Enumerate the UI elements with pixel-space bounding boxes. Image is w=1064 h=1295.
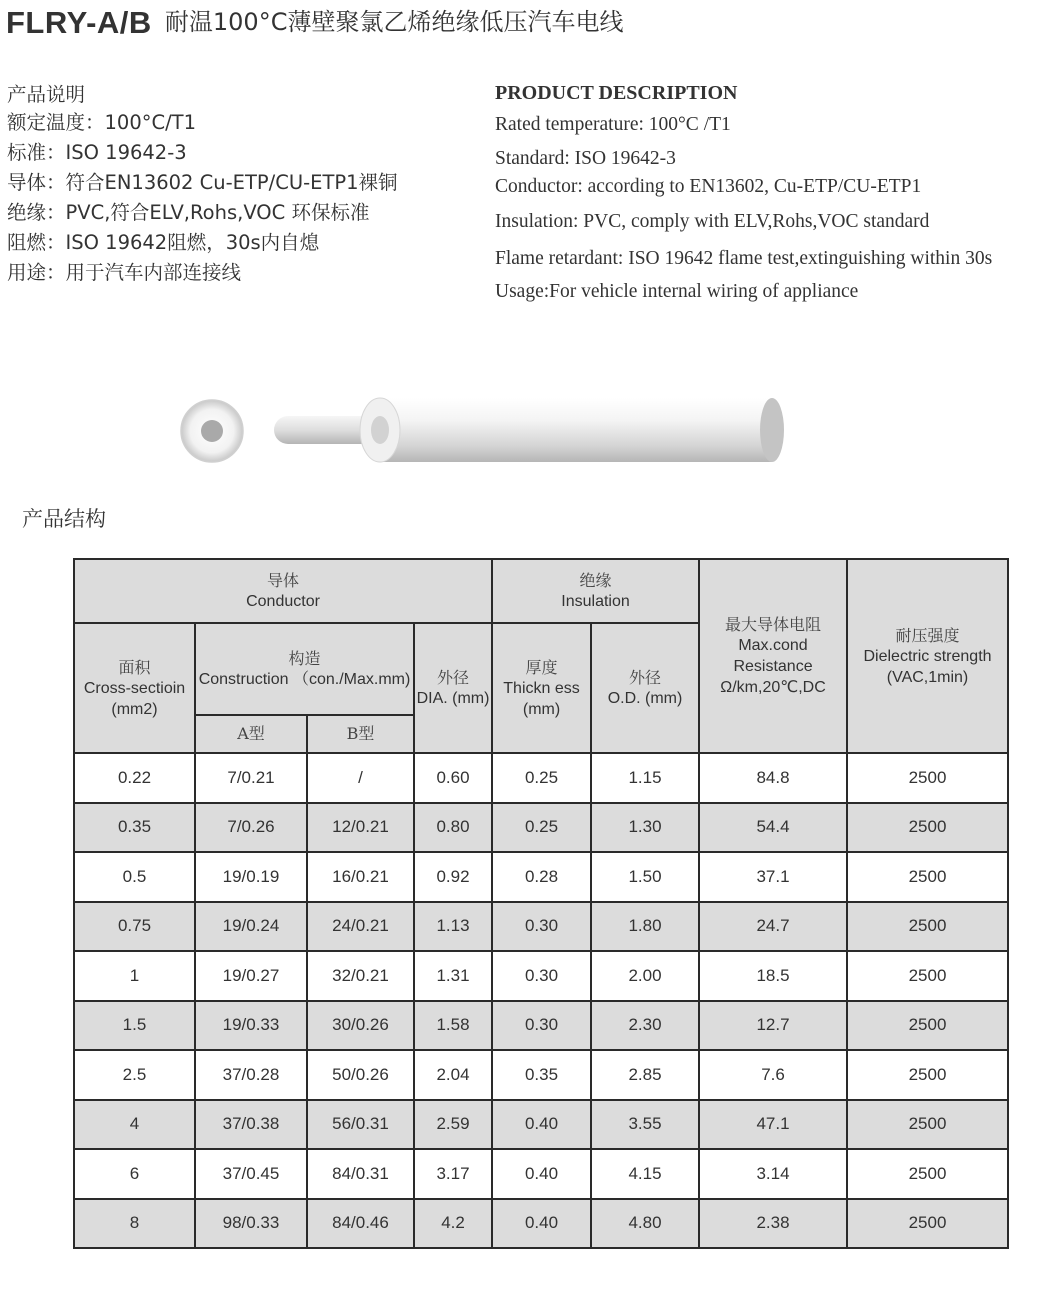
cell-construction-a: 37/0.28 (195, 1050, 307, 1100)
cell-thickness: 0.30 (492, 902, 591, 952)
cell-od: 4.80 (591, 1199, 699, 1249)
cell-thickness: 0.28 (492, 852, 591, 902)
cell-resistance: 2.38 (699, 1199, 847, 1249)
header-dia: 外径 DIA. (mm) (414, 623, 492, 753)
cell-thickness: 0.25 (492, 753, 591, 803)
cell-construction-b: 16/0.21 (307, 852, 414, 902)
cable-side-view (274, 398, 784, 462)
cell-od: 3.55 (591, 1100, 699, 1150)
cell-thickness: 0.40 (492, 1149, 591, 1199)
cell-dielectric: 2500 (847, 1050, 1008, 1100)
cell-construction-b: / (307, 753, 414, 803)
cell-dielectric: 2500 (847, 1001, 1008, 1051)
cell-thickness: 0.30 (492, 951, 591, 1001)
page-title (6, 2, 623, 42)
description-cn-line: 导体：符合EN13602 Cu-ETP/CU-ETP1裸铜 (7, 171, 398, 194)
header-construction: 构造 Construction （con./Max.mm) (195, 623, 414, 715)
cell-resistance: 24.7 (699, 902, 847, 952)
header-resistance: 最大导体电阻 Max.cond Resistance Ω/km,20℃,DC (699, 559, 847, 753)
cell-area: 0.5 (74, 852, 195, 902)
description-cn-line: 标准：ISO 19642-3 (7, 141, 187, 164)
description-en-line: Rated temperature: 100°C /T1 (495, 114, 731, 135)
cell-construction-b: 24/0.21 (307, 902, 414, 952)
cell-construction-a: 19/0.19 (195, 852, 307, 902)
cell-area: 6 (74, 1149, 195, 1199)
description-cn-line: 产品说明 (7, 83, 86, 106)
cell-od: 2.30 (591, 1001, 699, 1051)
description-en-line: Standard: ISO 19642-3 (495, 148, 676, 169)
cell-area: 1.5 (74, 1001, 195, 1051)
table-row (74, 902, 1008, 952)
cell-resistance: 47.1 (699, 1100, 847, 1150)
description-en-heading: PRODUCT DESCRIPTION (495, 82, 738, 104)
cell-dia: 3.17 (414, 1149, 492, 1199)
spec-table (73, 558, 1009, 1249)
cable-cross-section (181, 400, 243, 462)
cell-resistance: 18.5 (699, 951, 847, 1001)
cell-od: 1.80 (591, 902, 699, 952)
cell-dielectric: 2500 (847, 852, 1008, 902)
cell-resistance: 37.1 (699, 852, 847, 902)
table-row (74, 1149, 1008, 1199)
cell-od: 1.15 (591, 753, 699, 803)
table-row (74, 951, 1008, 1001)
cell-area: 8 (74, 1199, 195, 1249)
cell-area: 0.22 (74, 753, 195, 803)
cell-thickness: 0.40 (492, 1199, 591, 1249)
description-en-line: Insulation: PVC, comply with ELV,Rohs,VOC standard (495, 211, 930, 232)
cell-resistance: 3.14 (699, 1149, 847, 1199)
table-row (74, 1050, 1008, 1100)
cell-dia: 0.60 (414, 753, 492, 803)
cell-dia: 1.13 (414, 902, 492, 952)
cell-construction-b: 12/0.21 (307, 803, 414, 853)
cell-construction-b: 84/0.46 (307, 1199, 414, 1249)
description-cn (7, 80, 477, 288)
cell-construction-a: 7/0.21 (195, 753, 307, 803)
description-cn-line: 用途：用于汽车内部连接线 (7, 261, 242, 284)
cell-thickness: 0.30 (492, 1001, 591, 1051)
cell-dia: 4.2 (414, 1199, 492, 1249)
header-insulation: 绝缘 Insulation (492, 559, 699, 623)
cell-construction-b: 32/0.21 (307, 951, 414, 1001)
description-en-line: Conductor: according to EN13602, Cu-ETP/CU-ETP1 (495, 176, 922, 197)
header-dielectric: 耐压强度 Dielectric strength (VAC,1min) (847, 559, 1008, 753)
cell-construction-a: 19/0.24 (195, 902, 307, 952)
cell-resistance: 12.7 (699, 1001, 847, 1051)
header-thickness: 厚度 Thickn ess (mm) (492, 623, 591, 753)
cell-construction-b: 56/0.31 (307, 1100, 414, 1150)
cell-dielectric: 2500 (847, 1100, 1008, 1150)
header-type-b: B型 (307, 715, 414, 753)
cell-resistance: 7.6 (699, 1050, 847, 1100)
cell-area: 4 (74, 1100, 195, 1150)
cell-resistance: 54.4 (699, 803, 847, 853)
cell-construction-b: 84/0.31 (307, 1149, 414, 1199)
cable-illustration (170, 385, 800, 477)
description-en-line: Usage:For vehicle internal wiring of appliance (495, 281, 859, 302)
cell-construction-a: 7/0.26 (195, 803, 307, 853)
header-type-a: A型 (195, 715, 307, 753)
header-conductor: 导体 Conductor (74, 559, 492, 623)
table-row (74, 852, 1008, 902)
description-cn-line: 额定温度：100°C/T1 (7, 111, 196, 134)
cell-construction-a: 98/0.33 (195, 1199, 307, 1249)
cell-construction-a: 19/0.27 (195, 951, 307, 1001)
cell-thickness: 0.40 (492, 1100, 591, 1150)
description-cn-line: 绝缘：PVC,符合ELV,Rohs,VOC 环保标准 (7, 201, 370, 224)
cell-area: 0.75 (74, 902, 195, 952)
cell-dia: 1.58 (414, 1001, 492, 1051)
cell-construction-b: 50/0.26 (307, 1050, 414, 1100)
cell-dia: 2.59 (414, 1100, 492, 1150)
cell-area: 2.5 (74, 1050, 195, 1100)
table-row (74, 1199, 1008, 1249)
cell-od: 4.15 (591, 1149, 699, 1199)
cell-dielectric: 2500 (847, 803, 1008, 853)
cell-od: 1.30 (591, 803, 699, 853)
table-row (74, 1100, 1008, 1150)
header-area: 面积 Cross-sectioin (mm2) (74, 623, 195, 753)
section-title-structure: 产品结构 (22, 507, 106, 531)
cell-dia: 0.80 (414, 803, 492, 853)
cell-construction-a: 37/0.45 (195, 1149, 307, 1199)
cell-dielectric: 2500 (847, 753, 1008, 803)
description-cn-line: 阻燃：ISO 19642阻燃，30s内自熄 (7, 231, 320, 254)
description-en-line: Flame retardant: ISO 19642 flame test,extinguishing within 30s (495, 248, 993, 269)
cell-construction-a: 19/0.33 (195, 1001, 307, 1051)
cell-od: 1.50 (591, 852, 699, 902)
cell-dielectric: 2500 (847, 951, 1008, 1001)
cell-od: 2.85 (591, 1050, 699, 1100)
product-model: FLRY-A/B (6, 5, 152, 40)
cell-thickness: 0.25 (492, 803, 591, 853)
table-row (74, 803, 1008, 853)
cell-dielectric: 2500 (847, 902, 1008, 952)
cell-area: 0.35 (74, 803, 195, 853)
table-row (74, 753, 1008, 803)
cell-od: 2.00 (591, 951, 699, 1001)
table-row (74, 1001, 1008, 1051)
cell-area: 1 (74, 951, 195, 1001)
cell-dia: 1.31 (414, 951, 492, 1001)
cell-dia: 2.04 (414, 1050, 492, 1100)
header-od: 外径 O.D. (mm) (591, 623, 699, 753)
cell-construction-b: 30/0.26 (307, 1001, 414, 1051)
cell-construction-a: 37/0.38 (195, 1100, 307, 1150)
cell-dia: 0.92 (414, 852, 492, 902)
cell-dielectric: 2500 (847, 1149, 1008, 1199)
product-name: 耐温100°C薄壁聚氯乙烯绝缘低压汽车电线 (164, 8, 624, 36)
cell-resistance: 84.8 (699, 753, 847, 803)
cell-dielectric: 2500 (847, 1199, 1008, 1249)
cell-thickness: 0.35 (492, 1050, 591, 1100)
